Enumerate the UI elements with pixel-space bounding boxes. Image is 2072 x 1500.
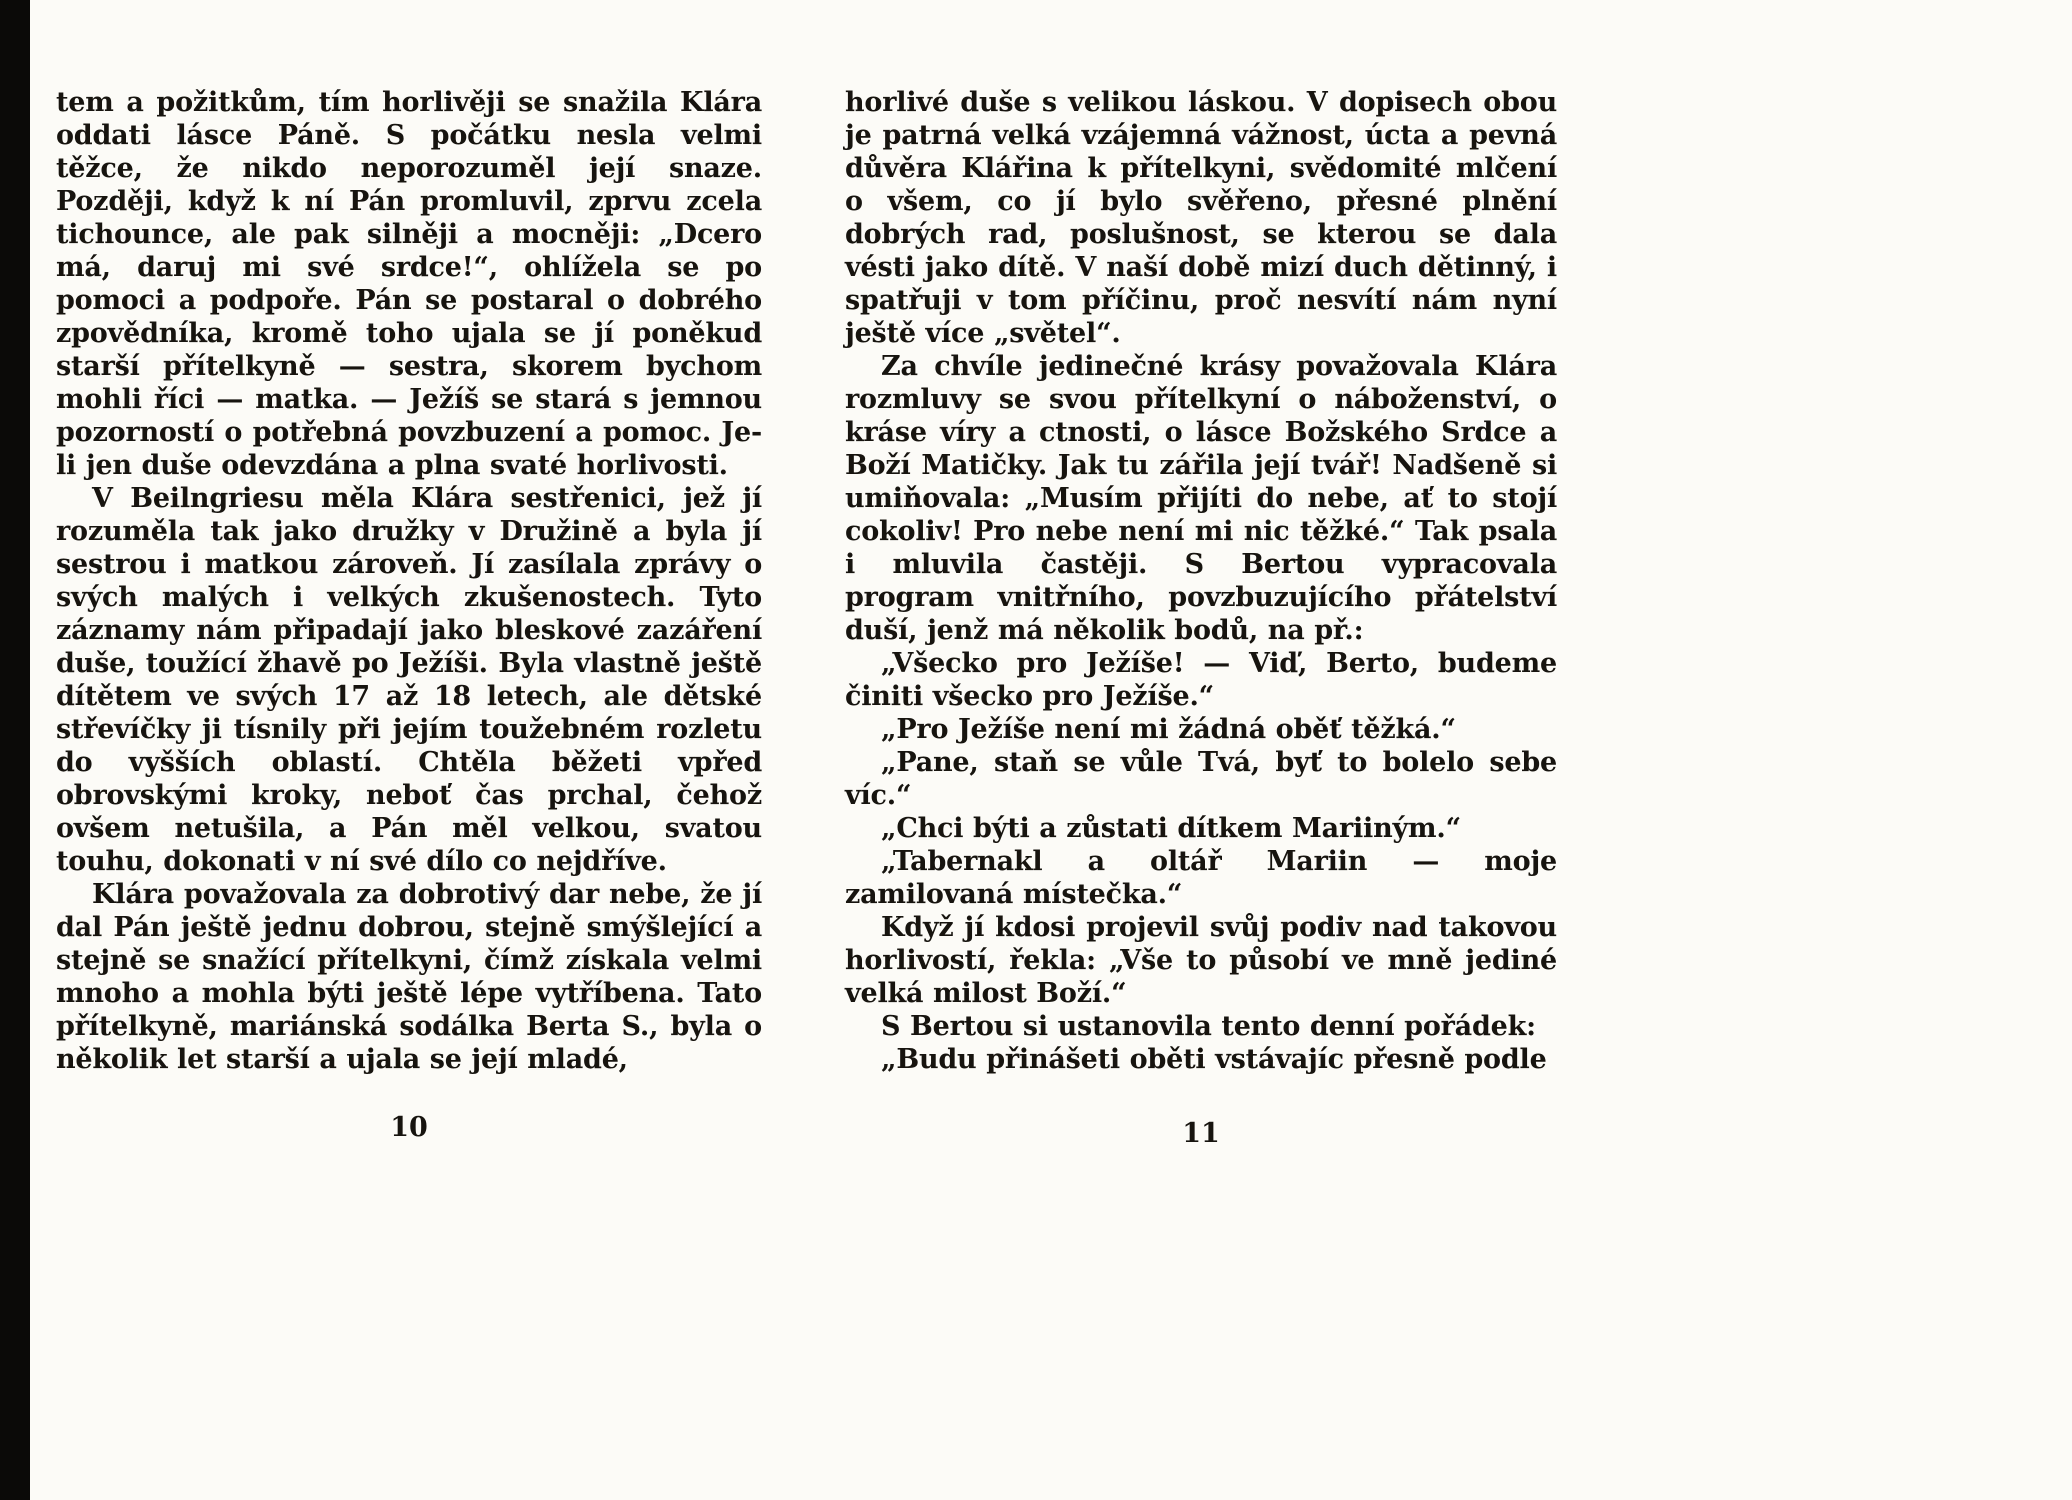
page-number-right: 11 [1182, 1118, 1220, 1149]
paragraph: tem a požitkům, tím horlivěji se snažila Klára oddati lásce Páně. S počátku nesla velmi těžce, že nikdo neporozuměl její snaze. Později, když k ní Pán promluvil, zprvu zcela tichounce, ale pak silněji a mocněji: „Dcero má, daruj mi své srdce!“, ohlížela se po pomoci a podpoře. Pán se postaral o dobrého zpovědníka, kromě toho ujala se jí poněkud starší přítelkyně — sestra, skorem bychom mohli říci — matka. — Ježíš se stará s jemnou pozorností o potřebná povzbuzení a pomoc. Je-li jen duše odevzdána a plna svaté horlivosti. [56, 87, 762, 481]
paragraph: „Chci býti a zůstati dítkem Mariiným.“ [881, 813, 1461, 844]
paragraph: „Pane, staň se vůle Tvá, byť to bolelo sebe víc.“ [845, 747, 1557, 811]
paragraph: Za chvíle jedinečné krásy považovala Klára rozmluvy se svou přítelkyní o náboženství, o kráse víry a ctnosti, o lásce Božského Srdce a Boží Matičky. Jak tu zářila její tvář! Nadšeně si umiňovala: „Musím přijíti do nebe, ať to stojí cokoliv! Pro nebe není mi nic těžké.“ Tak psala i mluvila častěji. S Bertou vypracovala program vnitřního, povzbuzujícího přátelství duší, jenž má několik bodů, na př.: [845, 351, 1557, 646]
paragraph: „Budu přinášeti oběti vstávajíc přesně podle [881, 1044, 1547, 1075]
paragraph: V Beilngriesu měla Klára sestřenici, jež jí rozuměla tak jako družky v Družině a byla jí sestrou i matkou zároveň. Jí zasílala zprávy o svých malých i velkých zkušenostech. Tyto záznamy nám připadají jako bleskové zazáření duše, toužící žhavě po Ježíši. Byla vlastně ještě dítětem ve svých 17 až 18 letech, ale dětské střevíčky ji tísnily při jejím toužebném rozletu do vyšších oblastí. Chtěla běžeti vpřed obrovskými kroky, neboť čas prchal, čehož ovšem netušila, a Pán měl velkou, svatou touhu, dokonati v ní své dílo co nejdříve. [56, 483, 762, 877]
paragraph: horlivé duše s velikou láskou. V dopisech obou je patrná velká vzájemná vážnost, úcta a pevná důvěra Klářina k přítelkyni, svědomité mlčení o všem, co jí bylo svěřeno, přesné plnění dobrých rad, poslušnost, se kterou se dala vésti jako dítě. V naší době mizí duch dětinný, i spatřuji v tom příčinu, proč nesvítí nám nyní ještě více „světel“. [845, 87, 1557, 349]
paragraph: „Všecko pro Ježíše! — Viď, Berto, budeme činiti všecko pro Ježíše.“ [845, 648, 1557, 712]
page-right [845, 86, 1557, 1076]
paragraph: Klára považovala za dobrotivý dar nebe, že jí dal Pán ještě jednu dobrou, stejně smýšlející a stejně se snažící přítelkyni, čímž získala velmi mnoho a mohla býti ještě lépe vytříbena. Tato přítelkyně, mariánská sodálka Berta S., byla o několik let starší a ujala se její mladé, [56, 879, 762, 1075]
paragraph: „Pro Ježíše není mi žádná oběť těžká.“ [881, 714, 1456, 745]
paragraph: „Tabernakl a oltář Mariin — moje zamilovaná místečka.“ [845, 846, 1557, 910]
paragraph: Když jí kdosi projevil svůj podiv nad takovou horlivostí, řekla: „Vše to působí ve mně jediné velká milost Boží.“ [845, 912, 1557, 1009]
page-number-left: 10 [390, 1112, 428, 1143]
page-left [56, 86, 762, 1076]
binding-edge [0, 0, 30, 1500]
paragraph: S Bertou si ustanovila tento denní pořádek: [881, 1011, 1536, 1042]
